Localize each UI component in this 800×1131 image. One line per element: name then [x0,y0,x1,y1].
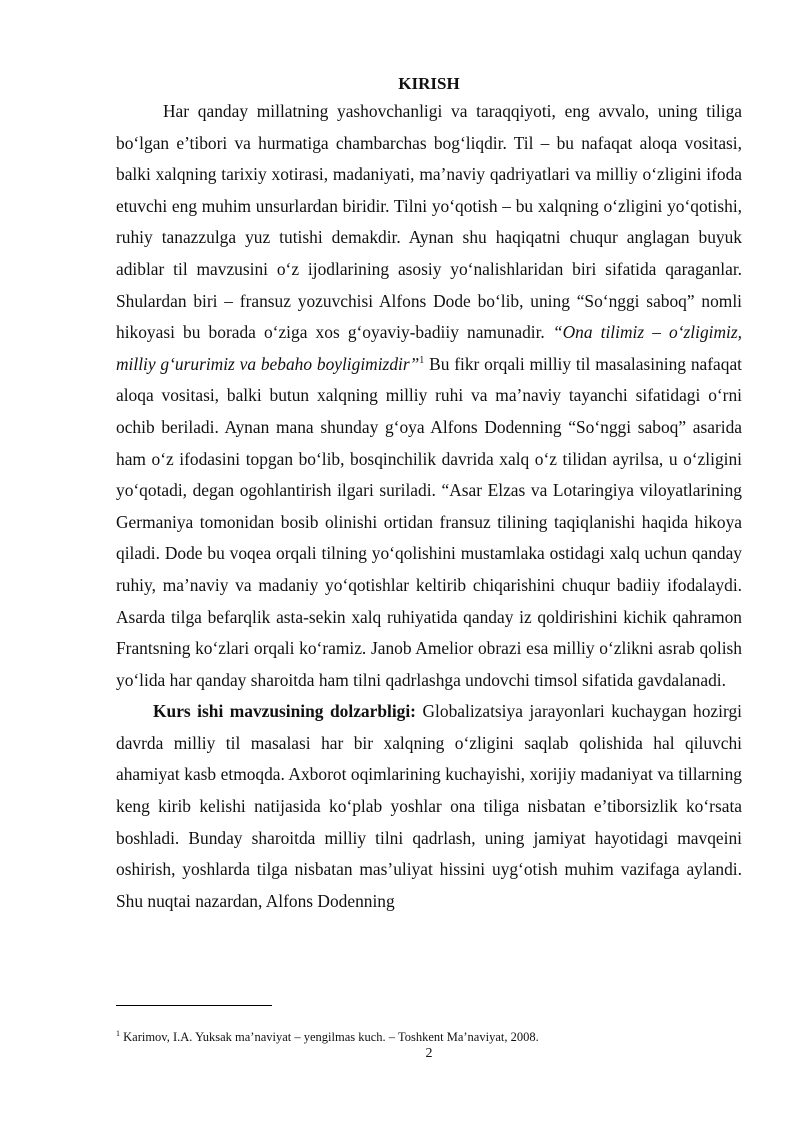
quote-text: “Ona tilimiz – o‘zligimiz, milliy g‘ururimiz va bebaho boyligimizdir” [116,322,743,374]
intro-paragraph [116,96,742,696]
body-text [116,96,742,917]
relevance-text: Globalizatsiya jarayonlari kuchaygan hozirgi davrda milliy til masalasi har bir xalqning o‘zligini saqlab qolishida hal qiluvchi ahamiyat kasb etmoqda. Axborot oqimlarining kuchayishi, xorijiy madaniyat va tillarning keng kirib kelishi natijasida ko‘plab yoshlar ona tiliga nisbatan e’tiborsizlik ko‘rsata boshladi. Bunday sharoitda milliy tilni qadrlash, uning jamiyat hayotidagi mavqeini oshirish, yoshlarda tilga nisbatan mas’uliyat hissini uyg‘otish muhim vazifaga aylandi. Shu nuqtai nazardan, Alfons Dodenning [116,701,742,911]
relevance-heading: Kurs ishi mavzusining dolzarbligi: [153,701,416,722]
page-number: 2 [425,1046,433,1061]
intro-text-a: Har qanday millatning yashovchanligi va taraqqiyoti, eng avvalo, uning tiliga bo‘lgan e’tibori va hurmatiga chambarchas bog‘liqdir. Til – bu nafaqat aloqa vositasi, balki xalqning tarixiy xotirasi, madaniyati, ma’naviy qadriyatlari va milliy o‘zligini ifoda etuvchi eng muhim unsurlardan biridir. Tilni yo‘qotish – bu xalqning o‘zligini yo‘qotishi, ruhiy tanazzulga yuz tutishi demakdir. Aynan shu haqiqatni chuqur anglagan buyuk adiblar til mavzusini o‘z ijodlarining asosiy yo‘nalishlaridan biri sifatida qaraganlar. Shulardan biri – fransuz yozuvchisi Alfons Dode bo‘lib, uning “So‘nggi saboq” nomli hikoyasi bu borada o‘ziga xos g‘oyaviy-badiiy namunadir. [116,101,742,343]
footnote-text: Karimov, I.A. Yuksak ma’naviyat – yengilmas kuch. – Toshkent Ma’naviyat, 2008. [123,1030,539,1045]
relevance-paragraph [116,696,742,917]
footnote-mark: 1 [116,1029,120,1038]
intro-text-b: Bu fikr orqali milliy til masalasining nafaqat aloqa vositasi, balki butun xalqning milliy ruhi va ma’naviy tayanchi sifatidagi o‘rni ochib beriladi. Aynan mana shunday g‘oya Alfons Dodenning “So‘nggi saboq” asarida ham o‘z ifodasini topgan bo‘lib, bosqinchilik davrida xalq o‘z tilidan ayrilsa, u o‘zligini yo‘qotadi, degan ogohlantirish ilgari suriladi. “Asar Elzas va Lotaringiya viloyatlarining Germaniya tomonidan bosib olinishi ortidan fransuz tilining taqiqlanishi haqida hikoya qiladi. Dode bu voqea orqali tilning yo‘qolishini mustamlaka ostidagi xalq uchun qanday ruhiy, ma’naviy va madaniy yo‘qotishlar keltirib chiqarishini chuqur badiiy ifodalaydi. Asarda tilga befarqlik asta-sekin xalq ruhiyatida qanday iz qoldirishini kichik qahramon Frantsning ko‘zlari orqali ko‘ramiz. Janob Amelior obrazi esa milliy o‘zlikni asrab qolish yo‘lida har qanday sharoitda ham tilni qadrlashga undovchi timsol sifatida gavdalanadi. [116,353,742,690]
footnote [116,1029,539,1045]
footnote-separator [116,1005,272,1006]
footnote-reference[interactable]: 1 [419,354,425,366]
page-title: KIRISH [398,74,460,93]
